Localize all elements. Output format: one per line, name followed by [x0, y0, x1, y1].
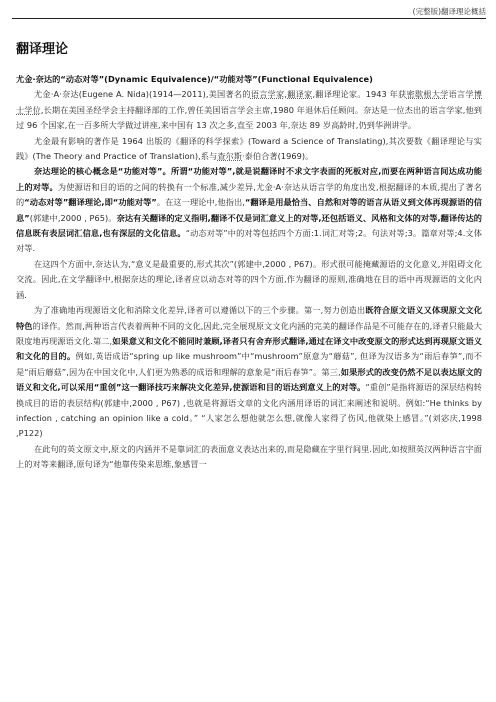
- body-text: [16, 72, 482, 473]
- bold-run: “翻译是用最恰当、自然和对等的语言从语义到文体再现源语的信息”: [16, 197, 482, 223]
- text-run: ,翻译理论家。1943 年获: [312, 89, 407, 100]
- text-run: ,: [284, 89, 288, 100]
- paragraph-works: [16, 134, 482, 165]
- text-run: 为了准确地再现源语文化和消除文化差异,译者可以遵循以下的三个步骤。第一,努力创造出: [34, 305, 366, 316]
- link-translator[interactable]: 翻译家: [287, 89, 313, 100]
- text-run: 。在这一理论中,他指出,: [156, 197, 245, 208]
- link-michigan[interactable]: 密歇根大学: [406, 89, 449, 100]
- text-run: (郭建中,2000 , P65)。: [29, 212, 117, 223]
- bold-run: 如果形式的改变仍然不足以表达原文的语义和文化,可以采用“重创”这一翻译技巧来解决文化差异,使源语和目的语达到意义上的对等。: [16, 366, 482, 393]
- text-run: 尤金·A·奈达(Eugene A. Nida)(1914—2011),美国著名的: [34, 89, 251, 100]
- text-run: 为使源语和目的语的之间的转换有一个标准,减少差异,尤金·A·奈达从语言学的角度出发,根据翻译的本质,提出了著名的: [16, 181, 482, 208]
- text-run: ,长期在美国圣经学会主持翻译部的工作,曾任美国语言学会主席,1980 年退休后任顾问。奈达是一位杰出的语言学家,他到过 96 个国家,在一百多所大学做过讲座,来中国有 13 次之多,直至 2003 年,奈达 89 岁高龄时,仍到华洲讲学。: [16, 104, 482, 131]
- paragraph-three-steps: [16, 303, 482, 442]
- bold-run: 既符合原文语义又体现原文文化特色: [16, 305, 482, 331]
- link-phd[interactable]: 博士学位: [16, 89, 483, 115]
- running-header: (完整版)翻译理论概括: [412, 7, 486, 16]
- bold-run: 奈达理论的核心概念是“功能对等”。所谓“功能对等”,就是说翻译时不求文字表面的死板对应,而要在两种语言间达成功能上的对等。: [16, 166, 482, 192]
- text-run: “动态对等”中的对等包括四个方面:1.词汇对等;2。句法对等;3。篇章对等;4.文体对等.: [16, 228, 482, 254]
- text-run: 例如,英语成语“spring up like mushroom”中“mushroom”原意为“蘑菇”, 但译为汉语多为“雨后春笋”,而不是“雨后蘑菇”,因为在中国文化中,人们更为熟悉的成语和理解的意象是“雨后春笋”。第三,: [16, 351, 482, 377]
- link-linguist[interactable]: 语言学家: [250, 89, 285, 100]
- text-run: “重创”是指将源语的深层结构转换成目的语的表层结构(郭建中,2000 , P67) ,也就是将源语文章的文化内涵用译语的词汇来阐述和说明。例如:“He thinks by infection , catching an opinion like a cold。” “人家怎么想他就怎么想,就像人家得了伤风,他就染上感冒。”(刘宓庆,1998 ,P122): [16, 382, 483, 439]
- page-title: 翻译理论: [16, 42, 69, 57]
- text-run: ·泰伯合著(1969)。: [242, 151, 314, 162]
- bold-run: 奈达有关翻译的定义指明,翻译不仅是词汇意义上的对等,还包括语义、风格和文体的对等,翻译传达的信息既有表层词汇信息,也有深层的文化信息。: [16, 212, 483, 239]
- paragraph-example-analysis: 在此句的英文原文中,原文的内涵并不是靠词汇的表面意义表达出来的,而是隐藏在字里行间里.因此,如按照英汉两种语言字面上的对等来翻译,原句译为“他靠传染来思维,象感冒一: [16, 443, 482, 470]
- link-charles[interactable]: 查尔斯: [217, 151, 243, 162]
- paragraph-core-concept: [16, 164, 482, 256]
- bold-run: “动态对等”翻译理论,即“功能对等”: [24, 197, 157, 208]
- text-run: 的译作。然而,两种语言代表着两种不同的文化,因此,完全展现原文文化内涵的完美的翻译作品是不可能存在的,译者只能最大限度地再现源语文化.第二,: [16, 320, 482, 346]
- section-heading: 尤金·奈达的“动态对等”(Dynamic Equivalence)/“功能对等”(Functional Equivalence): [16, 74, 373, 84]
- header-divider: [12, 18, 486, 19]
- paragraph-intro: [16, 87, 482, 133]
- text-run: 语言学: [448, 89, 474, 100]
- paragraph-meaning-form: 在这四个方面中,奈达认为,“意义是最重要的,形式其次”(郭建中,2000 , P67)。形式很可能掩藏源语的文化意义,并阻碍文化交流。因此,在文学翻译中,根据奈达的理论,译者应以动态对等的四个方面,作为翻译的原则,准确地在目的语中再现源语的文化内涵.: [16, 258, 482, 300]
- text-run: 尤金最有影响的著作是 1964 出版的《翻译的科学探索》(Toward a Science of Translating),其次要数《翻译理论与实践》(The Theory and Practice of Translation),系与: [16, 135, 482, 162]
- bold-run: 如果意义和文化不能同时兼顾,译者只有舍弃形式翻译,通过在译文中改变原文的形式达到再现原文语义和文化的目的。: [16, 335, 482, 362]
